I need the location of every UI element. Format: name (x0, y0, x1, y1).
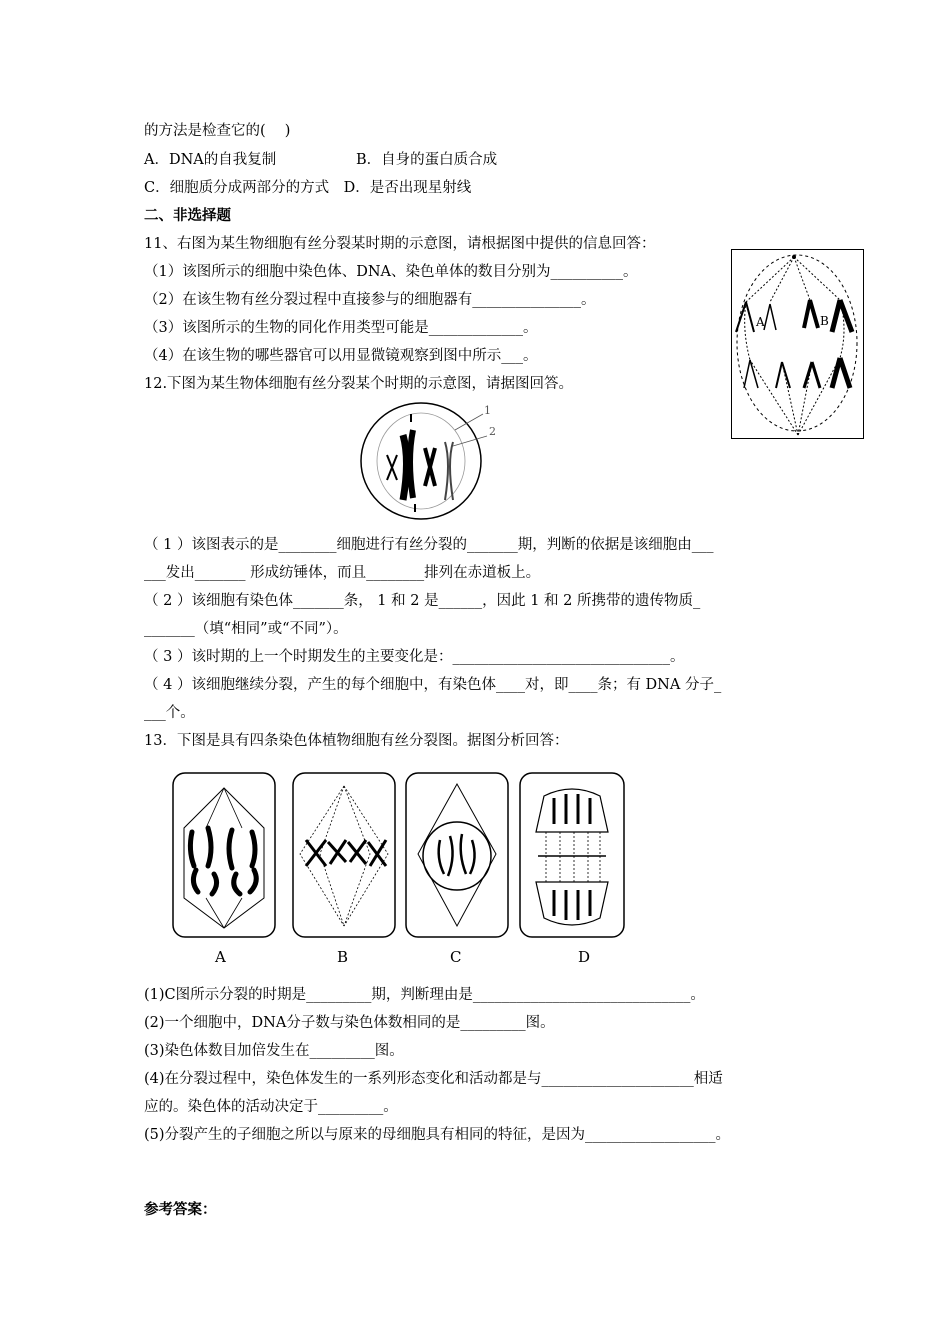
section-heading: 二、非选择题 (144, 208, 231, 224)
figure-11-drawing (732, 250, 863, 438)
figure-11-label-a: A (756, 315, 765, 329)
question-12: 12.下图为某生物体细胞有丝分裂某个时期的示意图，请据图回答。 (144, 376, 574, 392)
question-12-part-3: （ 3 ）该时期的上一个时期发生的主要变化是：______________________________。 (144, 649, 685, 665)
question-13-part-4a: (4)在分裂过程中，染色体发生的一系列形态变化和活动都是与_____________________相适 (144, 1071, 723, 1087)
figure-13-drawing (170, 770, 630, 940)
question-13-part-4b: 应的。染色体的活动决定于_________。 (144, 1099, 398, 1115)
question-11-part-3: （3）该图所示的生物的同化作用类型可能是_____________。 (144, 320, 538, 336)
option-a: A．DNA的自我复制 (144, 152, 277, 168)
option-c-d: C．细胞质分成两部分的方式 D．是否出现星射线 (144, 180, 472, 196)
question-13-part-3: (3)染色体数目加倍发生在_________图。 (144, 1043, 404, 1059)
question-10-stem: 的方法是检查它的( ) (144, 123, 291, 139)
question-13-part-5: (5)分裂产生的子细胞之所以与原来的母细胞具有相同的特征，是因为__________________。 (144, 1127, 731, 1143)
question-12-part-2b: _______（填“相同”或“不同”）。 (144, 621, 348, 637)
figure-13-label-c: C (450, 948, 462, 966)
figure-13-label-b: B (337, 948, 349, 966)
question-11-part-4: （4）在该生物的哪些器官可以用显微镜观察到图中所示___。 (144, 348, 538, 364)
figure-13 (170, 770, 630, 970)
option-b: B．自身的蛋白质合成 (356, 152, 498, 168)
question-13-part-2: (2)一个细胞中，DNA分子数与染色体数相同的是_________图。 (144, 1015, 555, 1031)
question-11-part-1: （1）该图所示的细胞中染色体、DNA、染色单体的数目分别为__________。 (144, 264, 638, 280)
question-11-part-2: （2）在该生物有丝分裂过程中直接参与的细胞器有_______________。 (144, 292, 596, 308)
figure-11-label-b: B (820, 314, 829, 328)
question-13-part-1: (1)C图所示分裂的时期是_________期，判断理由是______________________________。 (144, 987, 705, 1003)
figure-13-label-a: A (215, 948, 226, 966)
question-11: 11、右图为某生物细胞有丝分裂某时期的示意图，请根据图中提供的信息回答： (144, 236, 656, 252)
question-12-part-4b: ___个。 (144, 705, 195, 721)
figure-12-label-1: 1 (484, 404, 491, 417)
question-12-part-4a: （ 4 ）该细胞继续分裂，产生的每个细胞中，有染色体____对，即____条；有 DNA 分子_ (144, 677, 722, 693)
figure-12-label-2: 2 (489, 425, 496, 438)
figure-13-label-d: D (578, 948, 591, 966)
figure-11 (731, 249, 864, 439)
question-12-part-1a: （ 1 ）该图表示的是________细胞进行有丝分裂的_______期，判断的依据是该细胞由___ (144, 537, 714, 553)
question-13: 13．下图是具有四条染色体植物细胞有丝分裂图。据图分析回答： (144, 733, 569, 749)
figure-12 (355, 400, 505, 524)
answers-heading: 参考答案： (144, 1202, 217, 1218)
question-12-part-1b: ___发出_______ 形成纺锤体，而且________排列在赤道板上。 (144, 565, 541, 581)
question-12-part-2a: （ 2 ）该细胞有染色体_______条， 1 和 2 是______，因此 1 和 2 所携带的遗传物质_ (144, 593, 701, 609)
figure-12-drawing (355, 400, 505, 524)
